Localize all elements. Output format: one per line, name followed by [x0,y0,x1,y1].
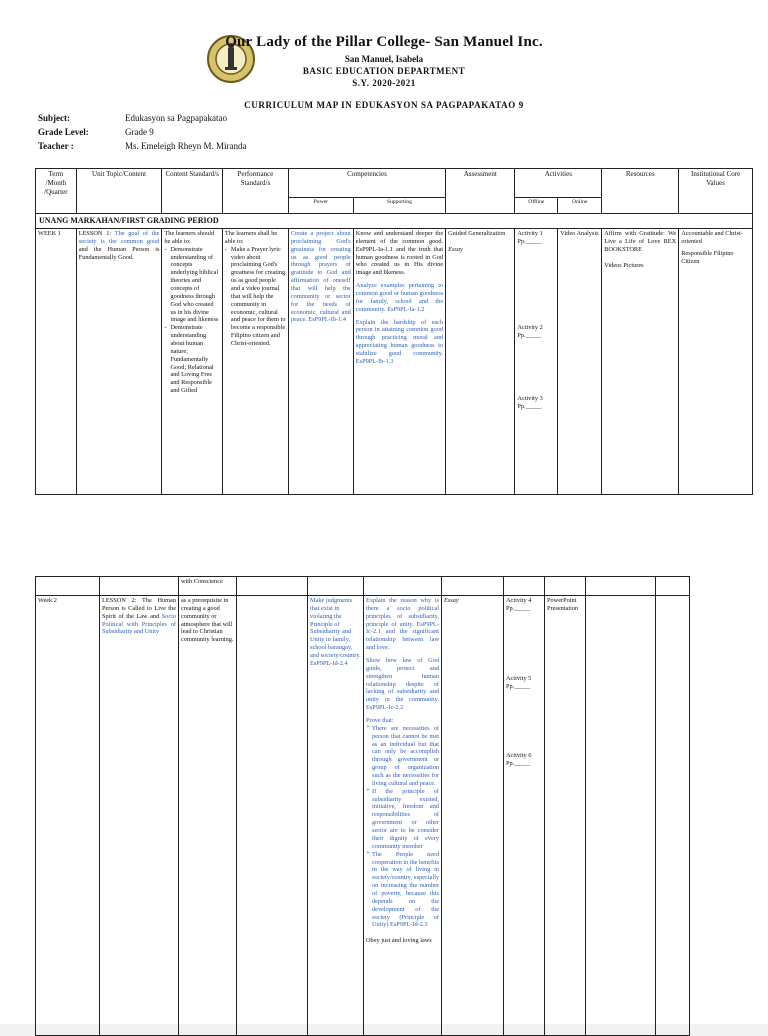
table-row [36,229,753,495]
supporting-cell [364,596,442,1036]
topic-cell [100,596,179,1036]
school-address: San Manuel, Isabela [344,54,424,64]
list-item: - Make a Prayer lyric video about proclaiming God's greatness for creating us as good people and a video journal that will help the community in economic, cultural and peace for them to become a responsible Filipino citizen and Christ-oriented. [231,246,286,348]
core-value-text: Accountable and Christ-oriented [681,230,743,245]
department: BASIC EDUCATION DEPARTMENT [302,66,466,76]
resource-text: Affirm with Gratitude: We Live a Life of Love REX BOOKSTORE [604,230,677,253]
col-topic: Unit Topic/Content [76,169,162,214]
col-assessment: Assessment [446,169,515,214]
term-cell: WEEK 1 [36,229,77,495]
lesson-title: The goal of the society is the common good [78,230,160,245]
performance-standard-cell [237,596,308,1036]
supporting-text: Show how law of God guide, protect and strengthen human relationship despite of lacking of subsidiarity and unity in the community. EsP9PL-Ic-2.2 [366,657,439,712]
content-standard-cell: as a prerequisite in creating a good community or atmosphere that will lead to Christian community learning. [179,596,237,1036]
carry-content-cell: with Conscience [179,577,237,596]
performance-intro: The learners shall be able to: [224,230,278,245]
list-item: ➢ If the principle of subsidiarity existed, initiative, freedom and responsibilities of government or other sector are to be consider their dignity of every community member [372,788,439,851]
content-intro: The learners should be able to: [164,230,215,245]
offline-cell [504,596,545,1036]
col-core-values: Institutional Core Values [679,169,753,214]
subject-label: Subject: [38,113,70,123]
grading-period-heading: UNANG MARKAHAN/FIRST GRADING PERIOD [36,214,753,229]
core-values-cell [656,596,690,1036]
school-name: Our Lady of the Pillar College- San Manuel Inc. [225,34,543,50]
topic-cell [76,229,162,495]
supporting-cell [353,229,445,495]
list-item: - Demonstrate understanding of concepts underlying biblical theories and concepts of goodness through God who created us in his divine image and likeness [170,246,219,325]
document-title: CURRICULUM MAP IN EDUKASYON SA PAGPAPAKATAO 9 [244,100,524,110]
list-item: ➢ The People need cooperation in the benefits in the way of living in society/country, especially on increasing the number of poverty, because this depends on the development of the society (Principle of Unity) EsP9PL-Id-2.3 [372,851,439,930]
col-online: Online [558,198,602,214]
col-supporting: Supporting [353,198,445,214]
assessment-cell: Essay [442,596,504,1036]
online-cell: PowerPoint Presentation [545,596,586,1036]
assessment-cell [446,229,515,495]
activity-item: Activity 1 Pp._____ [517,230,543,245]
supporting-text: Explain the reason why is there a socio political principles of subsidiarity, principle of unity. EsP9PL-Ic-2.1 and the significant relationship between law and love. [366,597,439,652]
grade-label: Grade Level: [38,127,89,137]
teacher-value: Ms. Emeleigh Rheyn M. Miranda [125,141,247,151]
activity-item: Activity 4 Pp._____ [506,597,532,612]
supporting-text: Explain the hardship of each person in attaining common good through practicing moral and appreciating human goodness to stabilize good community. EsP9PL-Ib-1.3 [355,318,444,365]
core-value-text: Responsible Filipino Citizen [681,249,734,265]
table-row [36,596,690,1036]
power-cell: Create a project about proclaiming God's greatness for creating us as good people through prayers of gratitude to God and affirmation of oneself that will help the community or sector for the needs of economic, cultural and peace. EsP9PL-Ib-1.4 [288,229,353,495]
curriculum-table-1 [35,168,753,495]
lesson-subtitle: and the Human Person is Fundamentally Good. [78,245,160,261]
activity-item: Activity 3 Pp._____ [517,395,543,411]
list-item: ➢ There are necessities of person that cannot be met as an individual but that can only be accomplish through government or group of organization such as the necessities for living cultural and peace. [372,725,439,788]
teacher-label: Teacher : [38,141,74,151]
supporting-text: Prove that: [366,717,394,725]
grade-value: Grade 9 [125,127,154,137]
assessment-text: Guided Generalization [448,230,506,237]
offline-cell [515,229,558,495]
activity-item: Activity 2 Pp._____ [517,323,543,339]
lesson-label: LESSON 1: [78,230,112,237]
lesson-title: Socio Political with Principles of Subsidiarity and Unity [102,612,177,636]
performance-standard-cell [222,229,288,495]
col-competencies: Competencies [288,169,445,198]
col-offline: Offline [515,198,558,214]
activity-item: Activity 5 Pp._____ [506,674,532,690]
content-standard-cell [162,229,222,495]
col-resources: Resources [602,169,679,214]
subject-value: Edukasyon sa Pagpapakatao [125,113,227,123]
term-cell: Week 2 [36,596,100,1036]
col-performance-standard: Performance Standard/s [222,169,288,214]
col-activities: Activities [515,169,602,198]
supporting-text: Obey just and loving laws [366,937,432,945]
col-power: Power [288,198,353,214]
school-year: S.Y. 2020-2021 [352,78,416,88]
resources-cell [586,596,656,1036]
assessment-text: Essay [448,245,463,253]
core-values-cell [679,229,753,495]
resource-text: Videos Pictures [604,261,644,269]
activity-item: Activity 6 Pp._____ [506,752,532,768]
curriculum-table-2 [35,576,690,1036]
col-term: Term /Month /Quarter [36,169,77,214]
col-content-standard: Content Standard/s [162,169,222,214]
power-cell: Make judgments that exist in violating the Principle of Subsidiarity and Unity in family, school barangay, and society/country. EsP9PL-Id-2.4 [308,596,364,1036]
supporting-text: Analyze examples pertaining to common good or human goodness for family, school and the community. EsP9PL-Ia-1.2 [355,282,444,313]
supporting-text: Know and understand deeper the element of the common good. EsP9PL-Ia-1.1 and the truth that human goodness is rooted in God who created us in His divine image and likeness. [355,230,444,277]
lesson-label: LESSON 2: The Human Person is Called to Live the Spirit of the Law and [102,597,176,620]
resources-cell [602,229,679,495]
table-row [36,577,690,596]
online-cell: Video Analysis [558,229,602,495]
list-item: - Demonstrate understanding about human nature; Fundamentally Good; Relational and Loving Free and Responsible and Gifted [170,324,219,395]
